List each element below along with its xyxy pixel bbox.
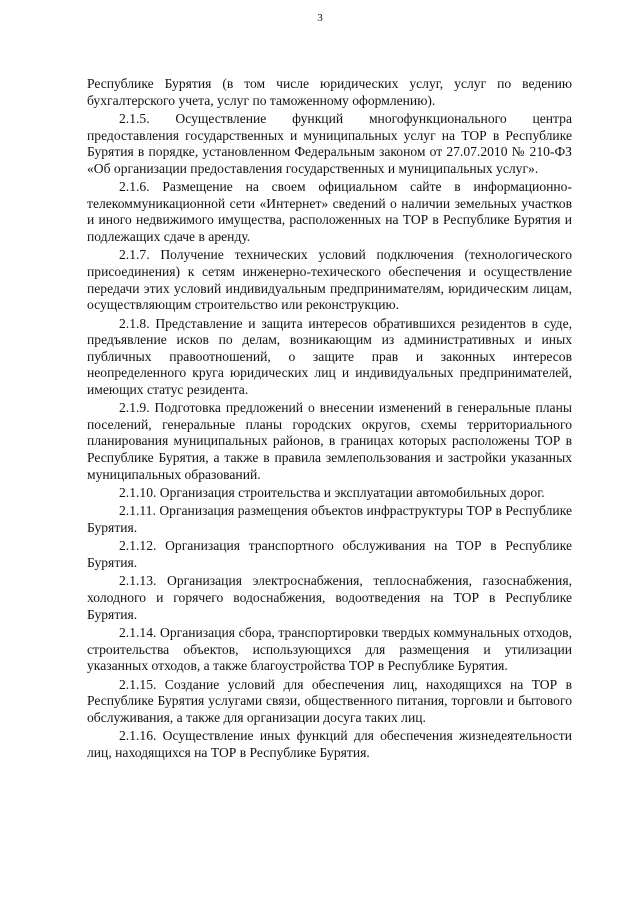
paragraph-2-1-9: 2.1.9. Подготовка предложений о внесении изменений в генеральные планы поселений, генеральные планы городских округов, схемы территориального планирования муниципальных районов, в границах которых расположены ТОР в Республике Бурятия, а также в правила землепользования и застройки указанных муниципальных образований. — [87, 400, 572, 482]
paragraph-2-1-7: 2.1.7. Получение технических условий подключения (технологического присоединения) к сетям инженерно-техического обеспечения и осуществление передачи этих условий индивидуальным предпринимателям, юридическим лицам, осуществляющим строительство или реконструкцию. — [87, 247, 572, 313]
paragraph-2-1-12: 2.1.12. Организация транспортного обслуживания на ТОР в Республике Бурятия. — [87, 538, 572, 570]
paragraph-2-1-15: 2.1.15. Создание условий для обеспечения лиц, находящихся на ТОР в Республике Бурятия услугами связи, общественного питания, торговли и бытового обслуживания, а также для организации досуга таких лиц. — [87, 676, 572, 725]
page-number: 3 — [317, 12, 323, 24]
paragraph-2-1-11: 2.1.11. Организация размещения объектов инфраструктуры ТОР в Республике Бурятия. — [87, 503, 572, 536]
document-body — [87, 76, 572, 763]
paragraph-2-1-14: 2.1.14. Организация сбора, транспортировки твердых коммунальных отходов, строительства объектов, использующихся для размещения и утилизации указанных отходов, а также благоустройства ТОР в Республике Бурятия. — [87, 624, 572, 674]
paragraph-2-1-10: 2.1.10. Организация строительства и эксплуатации автомобильных дорог. — [119, 485, 545, 501]
paragraph-2-1-13: 2.1.13. Организация электроснабжения, теплоснабжения, газоснабжения, холодного и горячего водоснабжения, водоотведения на ТОР в Республике Бурятия. — [87, 573, 572, 622]
paragraph-continuation: Республике Бурятия (в том числе юридических услуг, услуг по ведению бухгалтерского учета, услуг по таможенному оформлению). — [87, 76, 572, 108]
paragraph-2-1-8: 2.1.8. Представление и защита интересов обратившихся резидентов в суде, предъявление исков по делам, возникающим из административных и иных публичных правоотношений, о защите прав и законных интересов неопределенного круга юридических лиц и индивидуальных предпринимателей, имеющих статус резидента. — [87, 315, 572, 397]
paragraph-2-1-6: 2.1.6. Размещение на своем официальном сайте в информационно-телекоммуникационной сети «Интернет» сведений о наличии земельных участков и иного недвижимого имущества, расположенных на ТОР в Республике Бурятия и подлежащих сдаче в аренду. — [87, 179, 572, 244]
paragraph-2-1-16: 2.1.16. Осуществление иных функций для обеспечения жизнедеятельности лиц, находящихся на ТОР в Республике Бурятия. — [87, 728, 572, 760]
paragraph-2-1-5: 2.1.5. Осуществление функций многофункционального центра предоставления государственных и муниципальных услуг на ТОР в Республике Бурятия в порядке, установленном Федеральным законом от 27.07.2010 № 210-ФЗ «Об организации предоставления государственных и муниципальных услуг». — [87, 110, 572, 176]
